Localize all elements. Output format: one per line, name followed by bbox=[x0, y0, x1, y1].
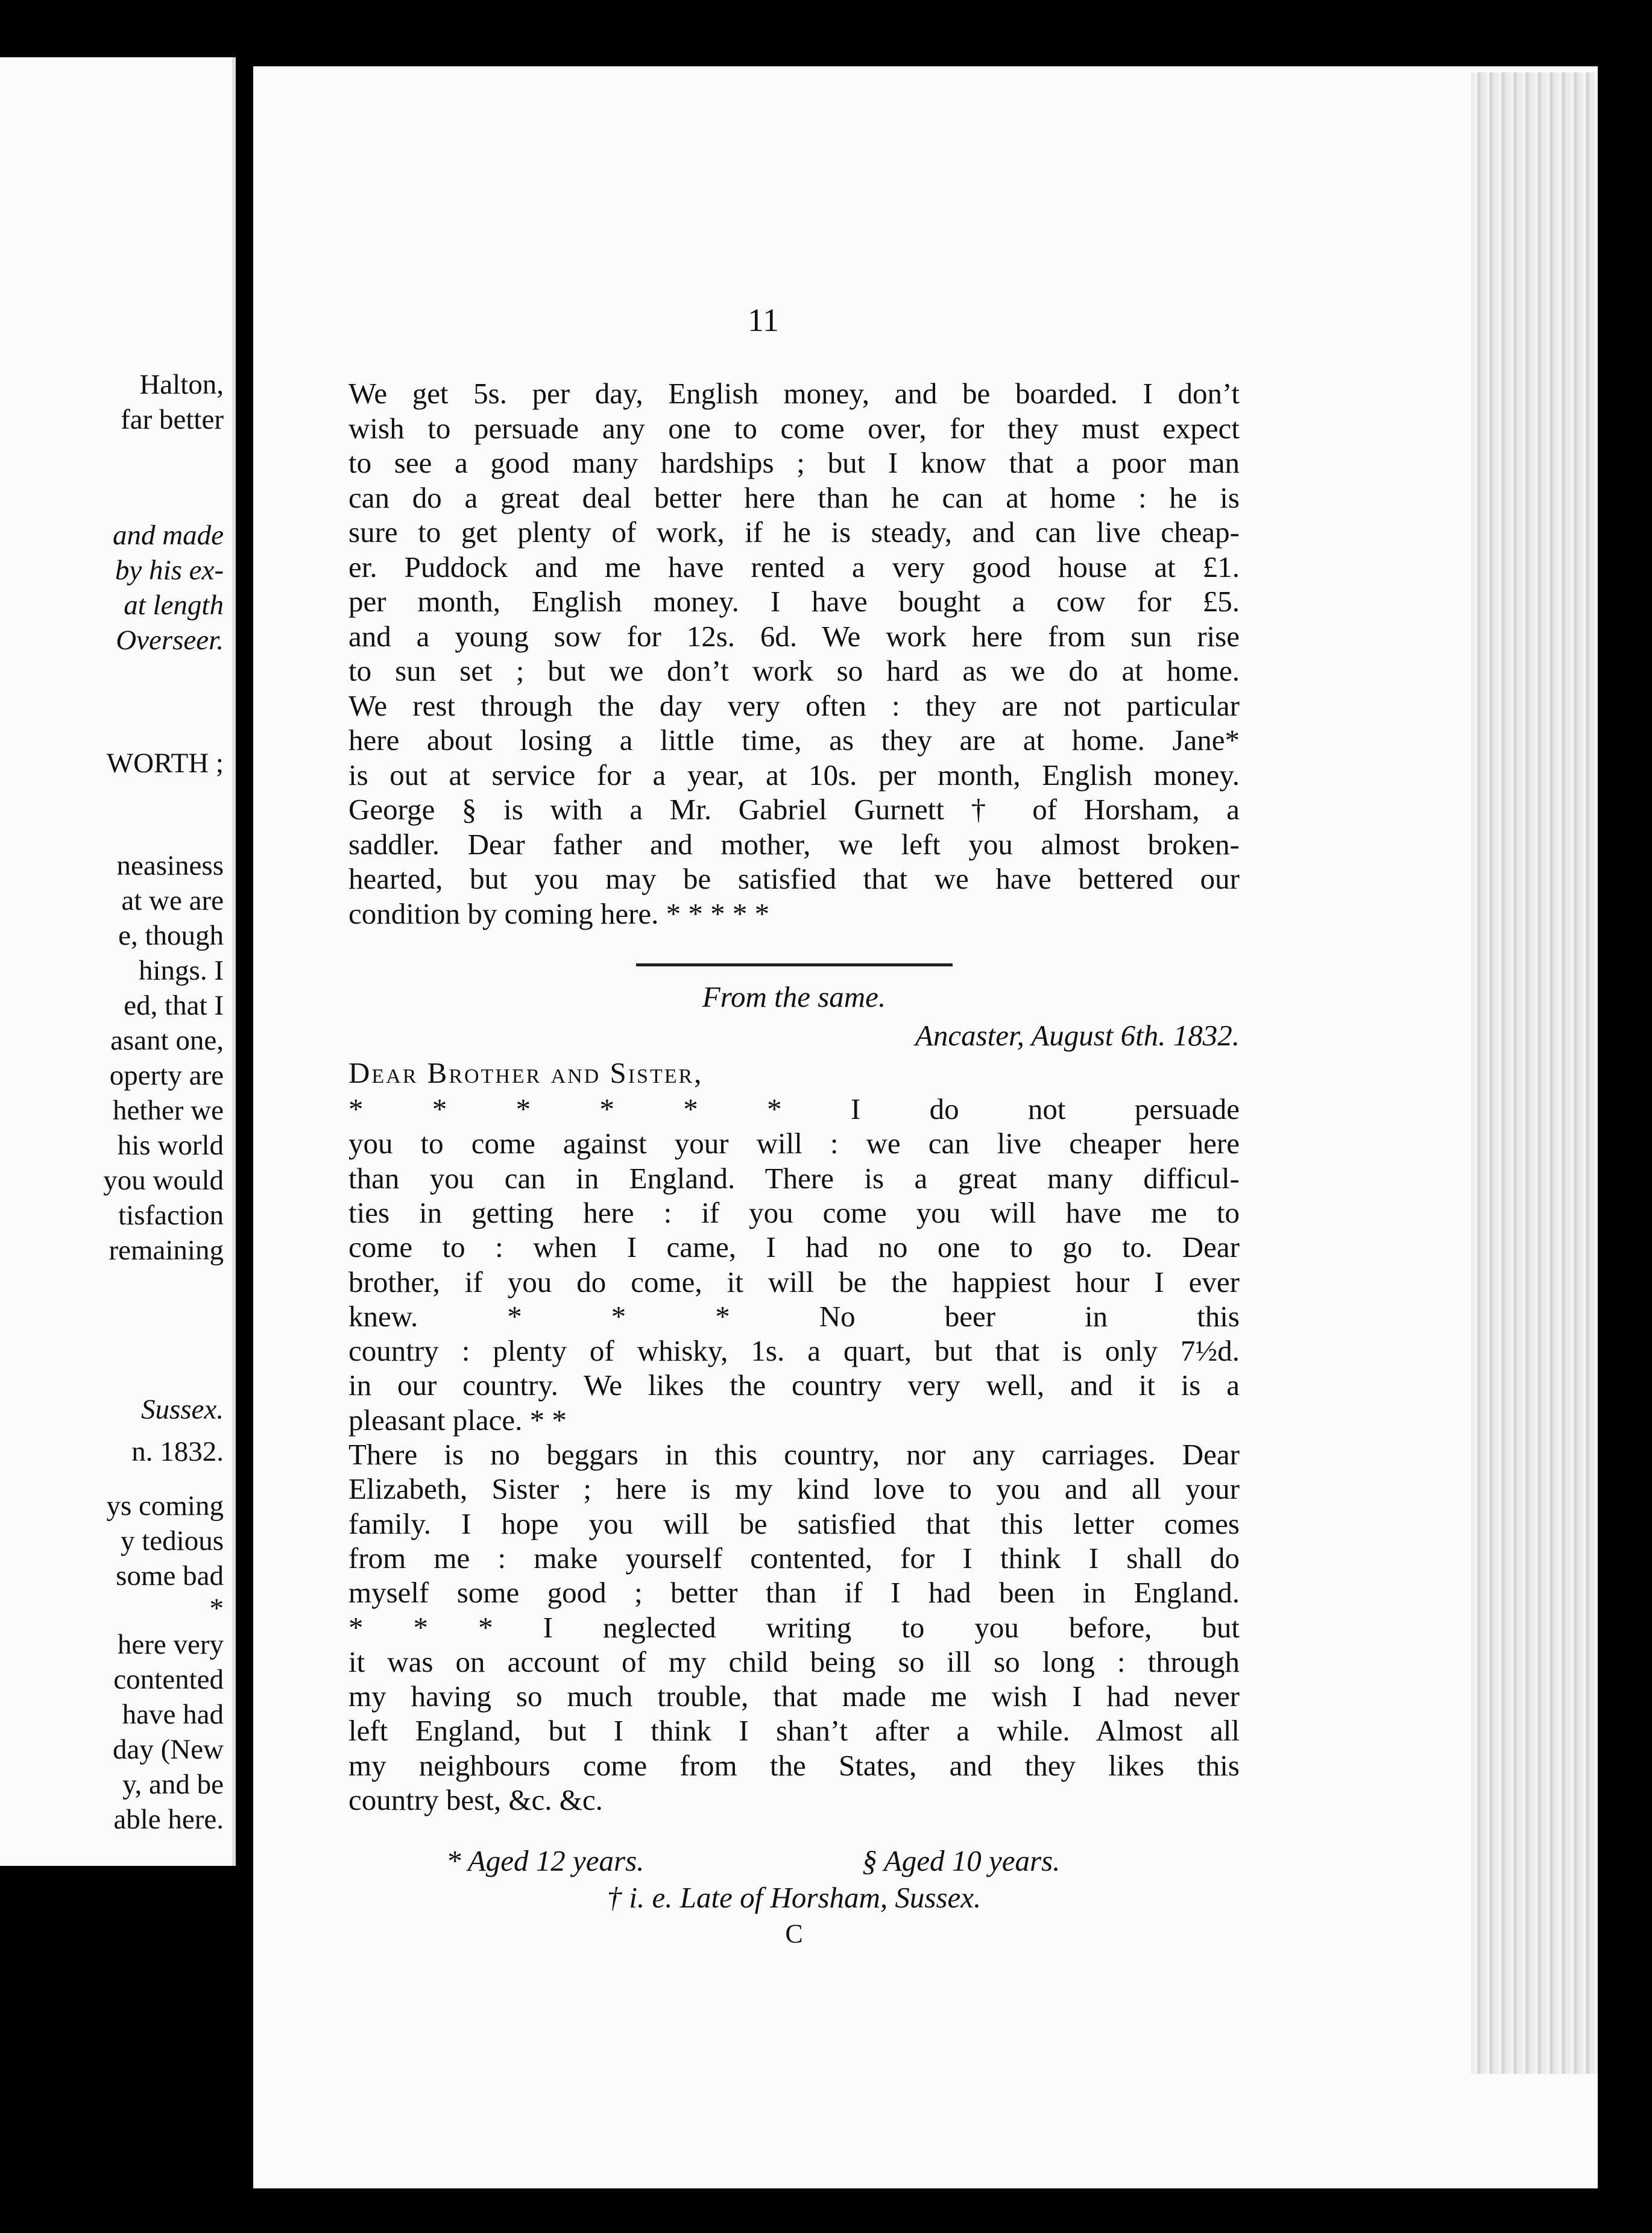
salutation: Dear Brother and Sister, bbox=[348, 1056, 704, 1089]
text-line: it was on account of my child being so ill so long : through bbox=[348, 1645, 1240, 1678]
text-line: er. Puddock and me have rented a very good house at £1. bbox=[348, 550, 1240, 584]
left-page-line: Sussex. bbox=[140, 1394, 224, 1425]
left-page-line: e, though bbox=[118, 920, 224, 951]
left-page-line: hether we bbox=[113, 1095, 224, 1126]
left-page-line: asant one, bbox=[110, 1025, 224, 1056]
left-page-line: * bbox=[209, 1593, 224, 1624]
left-page-line: neasiness bbox=[116, 850, 224, 881]
left-page-line: y, and be bbox=[122, 1769, 224, 1800]
left-page-line: y tedious bbox=[120, 1525, 224, 1557]
text-line: than you can in England. There is a great many difficul- bbox=[348, 1161, 1240, 1195]
left-page-line: at length bbox=[124, 590, 224, 621]
text-line: left England, but I think I shan’t after a while. Almost all bbox=[348, 1714, 1240, 1748]
left-page-line: some bad bbox=[116, 1560, 224, 1592]
signature-mark: C bbox=[785, 1919, 803, 1948]
left-page-line: tisfaction bbox=[118, 1200, 224, 1231]
text-line: brother, if you do come, it will be the happiest hour I ever bbox=[348, 1265, 1240, 1299]
page-number: 11 bbox=[748, 302, 779, 338]
left-page-line: day (New bbox=[112, 1734, 224, 1765]
place-date: Ancaster, August 6th. 1832. bbox=[915, 1019, 1240, 1052]
left-page-line: have had bbox=[122, 1699, 224, 1730]
text-line: here about losing a little time, as they are at home. Jane* bbox=[348, 723, 1240, 757]
page-edges bbox=[1471, 72, 1598, 2074]
left-page-line: you would bbox=[103, 1165, 224, 1196]
text-line: knew. * * * No beer in this bbox=[348, 1299, 1240, 1333]
left-page-line: far better bbox=[121, 404, 224, 435]
left-page-line: and made bbox=[112, 520, 224, 551]
text-line: per month, English money. I have bought a cow for £5. bbox=[348, 585, 1240, 618]
left-page-line: by his ex- bbox=[115, 555, 224, 586]
text-line: from me : make yourself contented, for I think I shall do bbox=[348, 1541, 1240, 1575]
left-page-line: operty are bbox=[109, 1060, 224, 1091]
text-line: wish to persuade any one to come over, for they must expect bbox=[348, 411, 1240, 445]
left-page-line: n. 1832. bbox=[131, 1436, 224, 1467]
section-divider bbox=[636, 963, 953, 966]
text-line: family. I hope you will be satisfied that this letter comes bbox=[348, 1507, 1240, 1540]
text-line: * * * * * * I do not persuade bbox=[348, 1092, 1240, 1126]
footnote-horsham: † i. e. Late of Horsham, Sussex. bbox=[607, 1881, 982, 1914]
footnote-aged-10: § Aged 10 years. bbox=[862, 1844, 1061, 1877]
text-line: pleasant place. * * bbox=[348, 1403, 567, 1437]
text-line: myself some good ; better than if I had been in England. bbox=[348, 1576, 1240, 1610]
text-line: saddler. Dear father and mother, we left you almost broken- bbox=[348, 827, 1240, 861]
left-page-line: ys coming bbox=[106, 1490, 224, 1522]
text-line: George § is with a Mr. Gabriel Gurnett † of Horsham, a bbox=[348, 793, 1240, 826]
left-page-line: at we are bbox=[121, 885, 224, 916]
footnote-aged-12: * Aged 12 years. bbox=[446, 1844, 645, 1877]
text-line: and a young sow for 12s. 6d. We work here from sun rise bbox=[348, 619, 1240, 653]
left-page-line: here very bbox=[117, 1629, 224, 1660]
text-line: can do a great deal better here than he can at home : he is bbox=[348, 480, 1240, 514]
left-page-line: his world bbox=[117, 1130, 224, 1161]
text-line: is out at service for a year, at 10s. per month, English money. bbox=[348, 758, 1240, 792]
text-line: hearted, but you may be satisfied that we have bettered our bbox=[348, 862, 1240, 895]
text-line: condition by coming here. * * * * * bbox=[348, 896, 770, 930]
left-page-line: Halton, bbox=[139, 369, 224, 400]
left-page-line: remaining bbox=[109, 1235, 224, 1266]
left-page-line: able here. bbox=[113, 1804, 224, 1835]
text-line: We get 5s. per day, English money, and be boarded. I don’t bbox=[348, 377, 1240, 410]
text-line: Elizabeth, Sister ; here is my kind love to you and all your bbox=[348, 1472, 1240, 1506]
left-page-line: Overseer. bbox=[116, 625, 224, 656]
letter-header: From the same. bbox=[702, 980, 886, 1013]
text-line: to sun set ; but we don’t work so hard as we do at home. bbox=[348, 654, 1240, 687]
left-page-line: hings. I bbox=[139, 955, 224, 986]
text-line: country best, &c. &c. bbox=[348, 1783, 603, 1816]
text-line: come to : when I came, I had no one to go to. Dear bbox=[348, 1230, 1240, 1264]
text-line: We rest through the day very often : they are not particular bbox=[348, 688, 1240, 722]
text-line: to see a good many hardships ; but I know that a poor man bbox=[348, 446, 1240, 479]
text-line: in our country. We likes the country very well, and it is a bbox=[348, 1368, 1240, 1402]
text-line: my neighbours come from the States, and they likes this bbox=[348, 1748, 1240, 1782]
text-line: There is no beggars in this country, nor any carriages. Dear bbox=[348, 1438, 1240, 1471]
text-line: country : plenty of whisky, 1s. a quart, but that is only 7½d. bbox=[348, 1334, 1240, 1368]
text-line: sure to get plenty of work, if he is steady, and can live cheap- bbox=[348, 515, 1240, 549]
text-line: ties in getting here : if you come you will have me to bbox=[348, 1195, 1240, 1229]
left-page-line: WORTH ; bbox=[106, 748, 224, 779]
text-line: my having so much trouble, that made me wish I had never bbox=[348, 1680, 1240, 1713]
text-line: you to come against your will : we can live cheaper here bbox=[348, 1127, 1240, 1161]
text-line: * * * I neglected writing to you before, but bbox=[348, 1610, 1240, 1644]
previous-page-fragment bbox=[0, 57, 236, 1866]
left-page-line: ed, that I bbox=[124, 990, 224, 1021]
left-page-line: contented bbox=[113, 1664, 224, 1695]
